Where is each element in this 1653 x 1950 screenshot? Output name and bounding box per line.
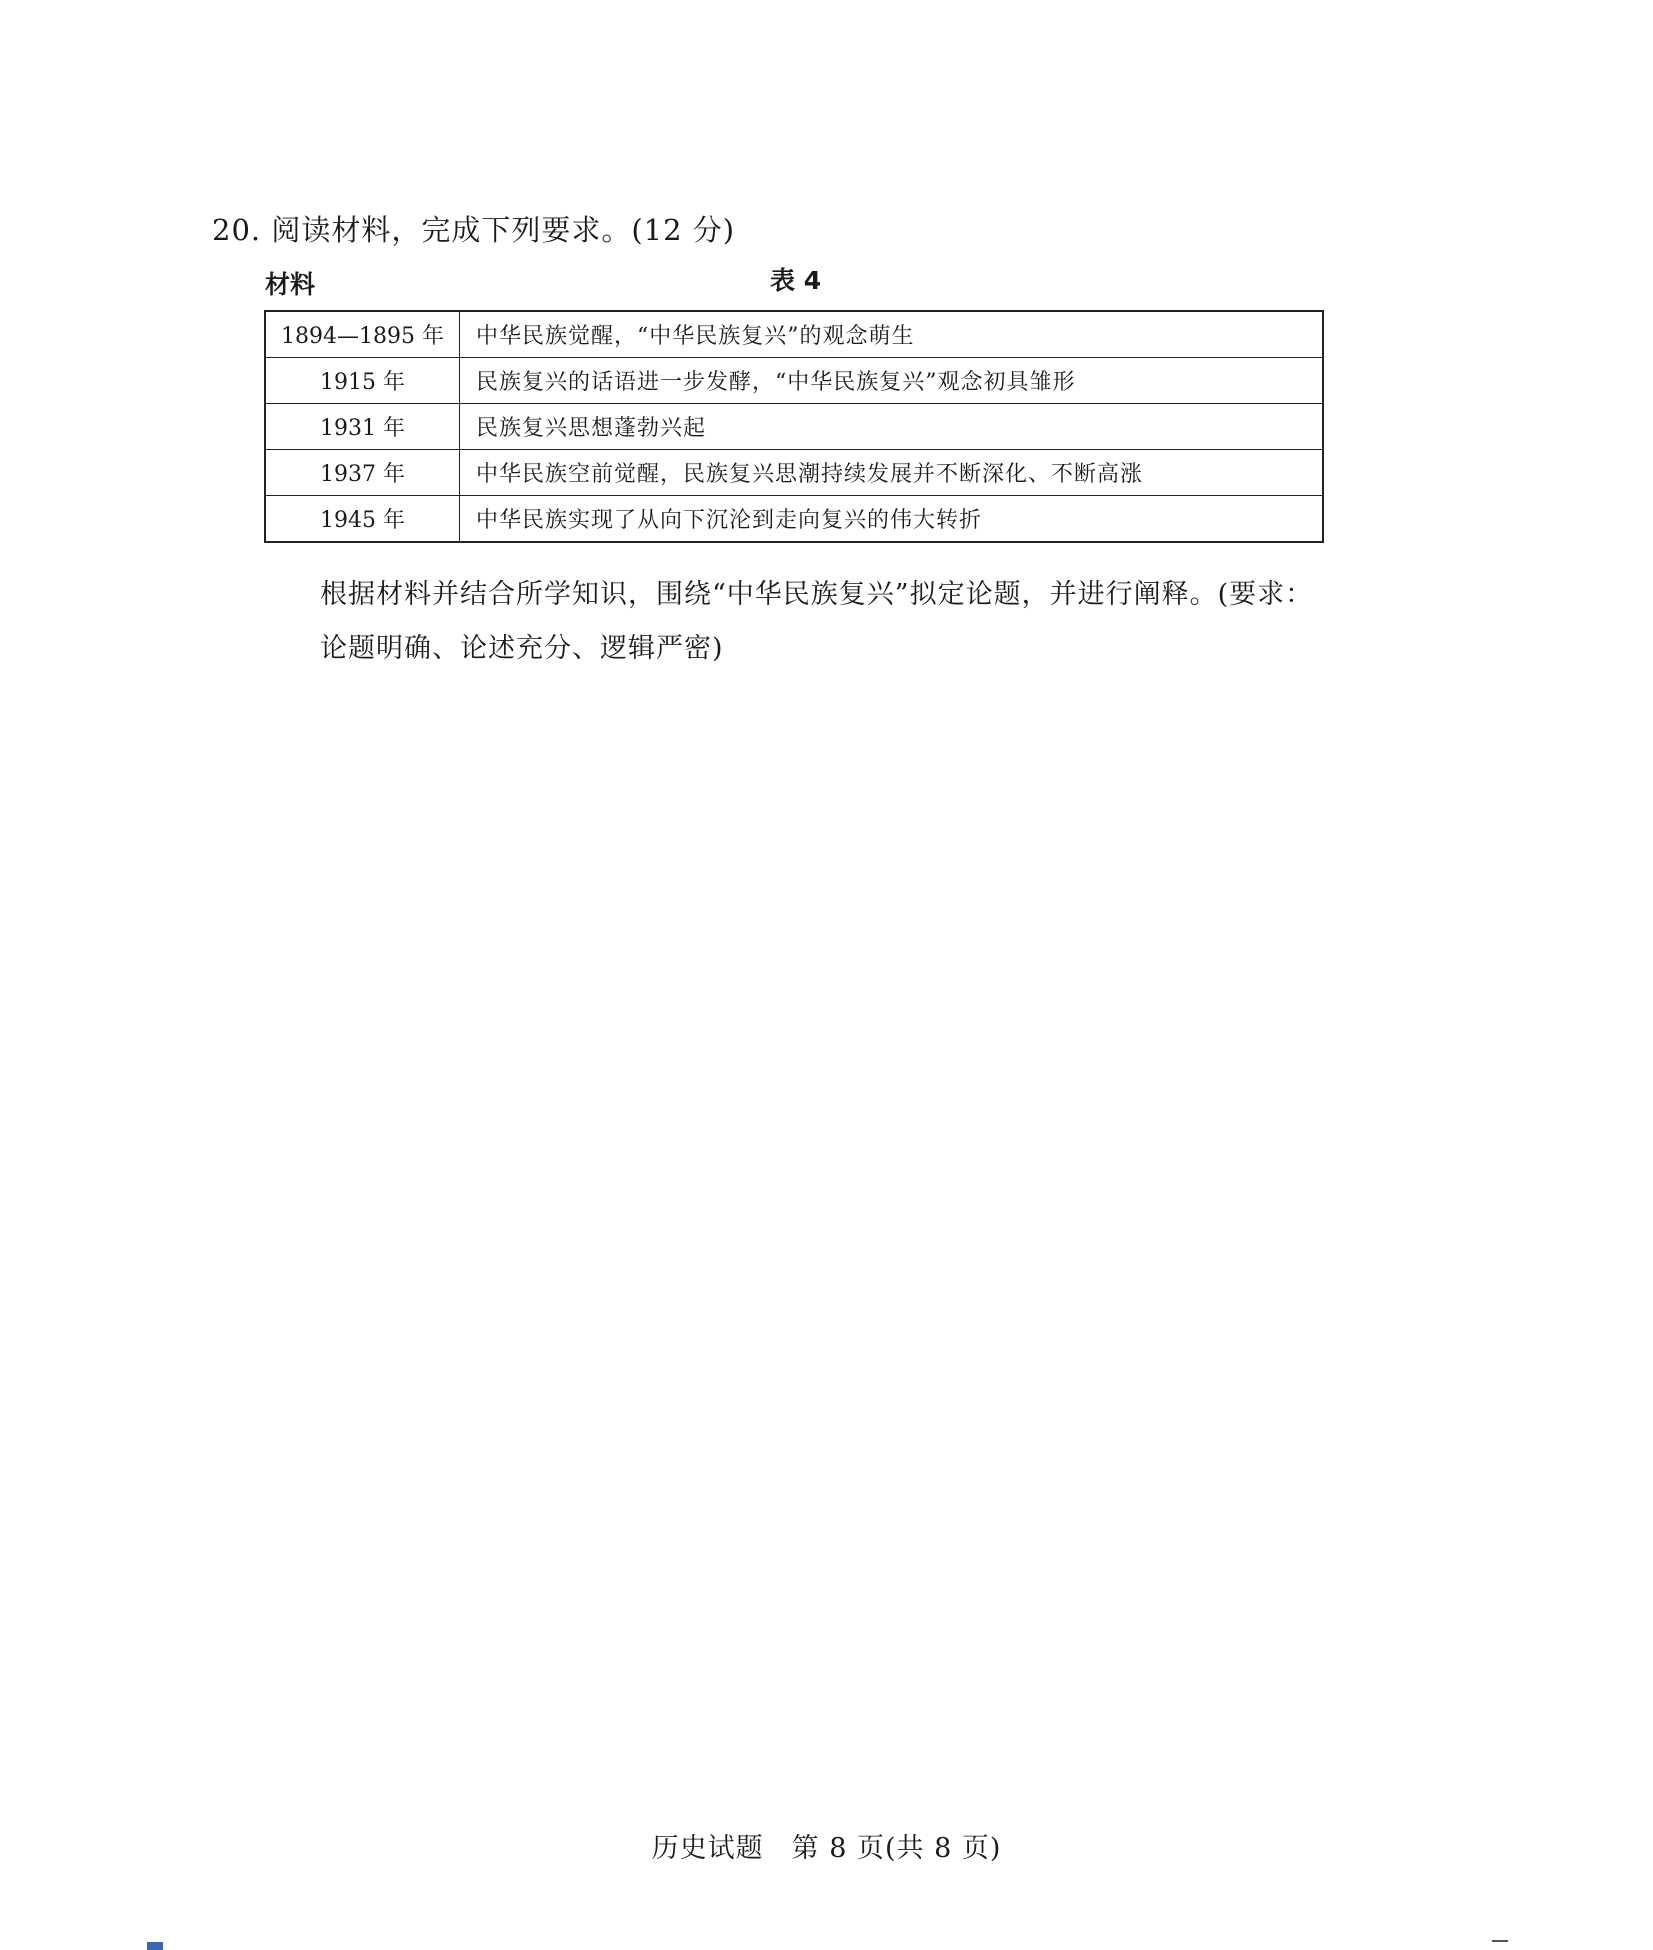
table-row [265, 404, 1323, 450]
event-cell: 中华民族空前觉醒，民族复兴思潮持续发展并不断深化、不断高涨 [460, 450, 1324, 496]
prompt-text: 根据材料并结合所学知识，围绕“中华民族复兴”拟定论题，并进行阐释。(要求：论题明确、论述充分、逻辑严密) [320, 579, 1314, 664]
question-title: 20. 阅读材料，完成下列要求。(12 分) [212, 213, 736, 247]
year-cell: 1915 年 [265, 358, 460, 404]
question-prompt [264, 568, 1334, 676]
event-cell: 中华民族觉醒，“中华民族复兴”的观念萌生 [460, 311, 1324, 358]
table-row [265, 450, 1323, 496]
year-cell: 1931 年 [265, 404, 460, 450]
table-caption: 表 4 [770, 266, 822, 295]
timeline-table [264, 310, 1324, 543]
table-row [265, 311, 1323, 358]
table-row [265, 496, 1323, 543]
year-cell: 1945 年 [265, 496, 460, 543]
scan-mark-right [1492, 1940, 1508, 1942]
year-cell: 1937 年 [265, 450, 460, 496]
scan-mark-left [147, 1942, 163, 1950]
event-cell: 中华民族实现了从向下沉沦到走向复兴的伟大转折 [460, 496, 1324, 543]
event-cell: 民族复兴的话语进一步发酵，“中华民族复兴”观念初具雏形 [460, 358, 1324, 404]
table-row [265, 358, 1323, 404]
page-footer: 历史试题 第 8 页(共 8 页) [651, 1833, 1002, 1864]
year-cell: 1894—1895 年 [265, 311, 460, 358]
event-cell: 民族复兴思想蓬勃兴起 [460, 404, 1324, 450]
material-label: 材料 [265, 270, 316, 299]
